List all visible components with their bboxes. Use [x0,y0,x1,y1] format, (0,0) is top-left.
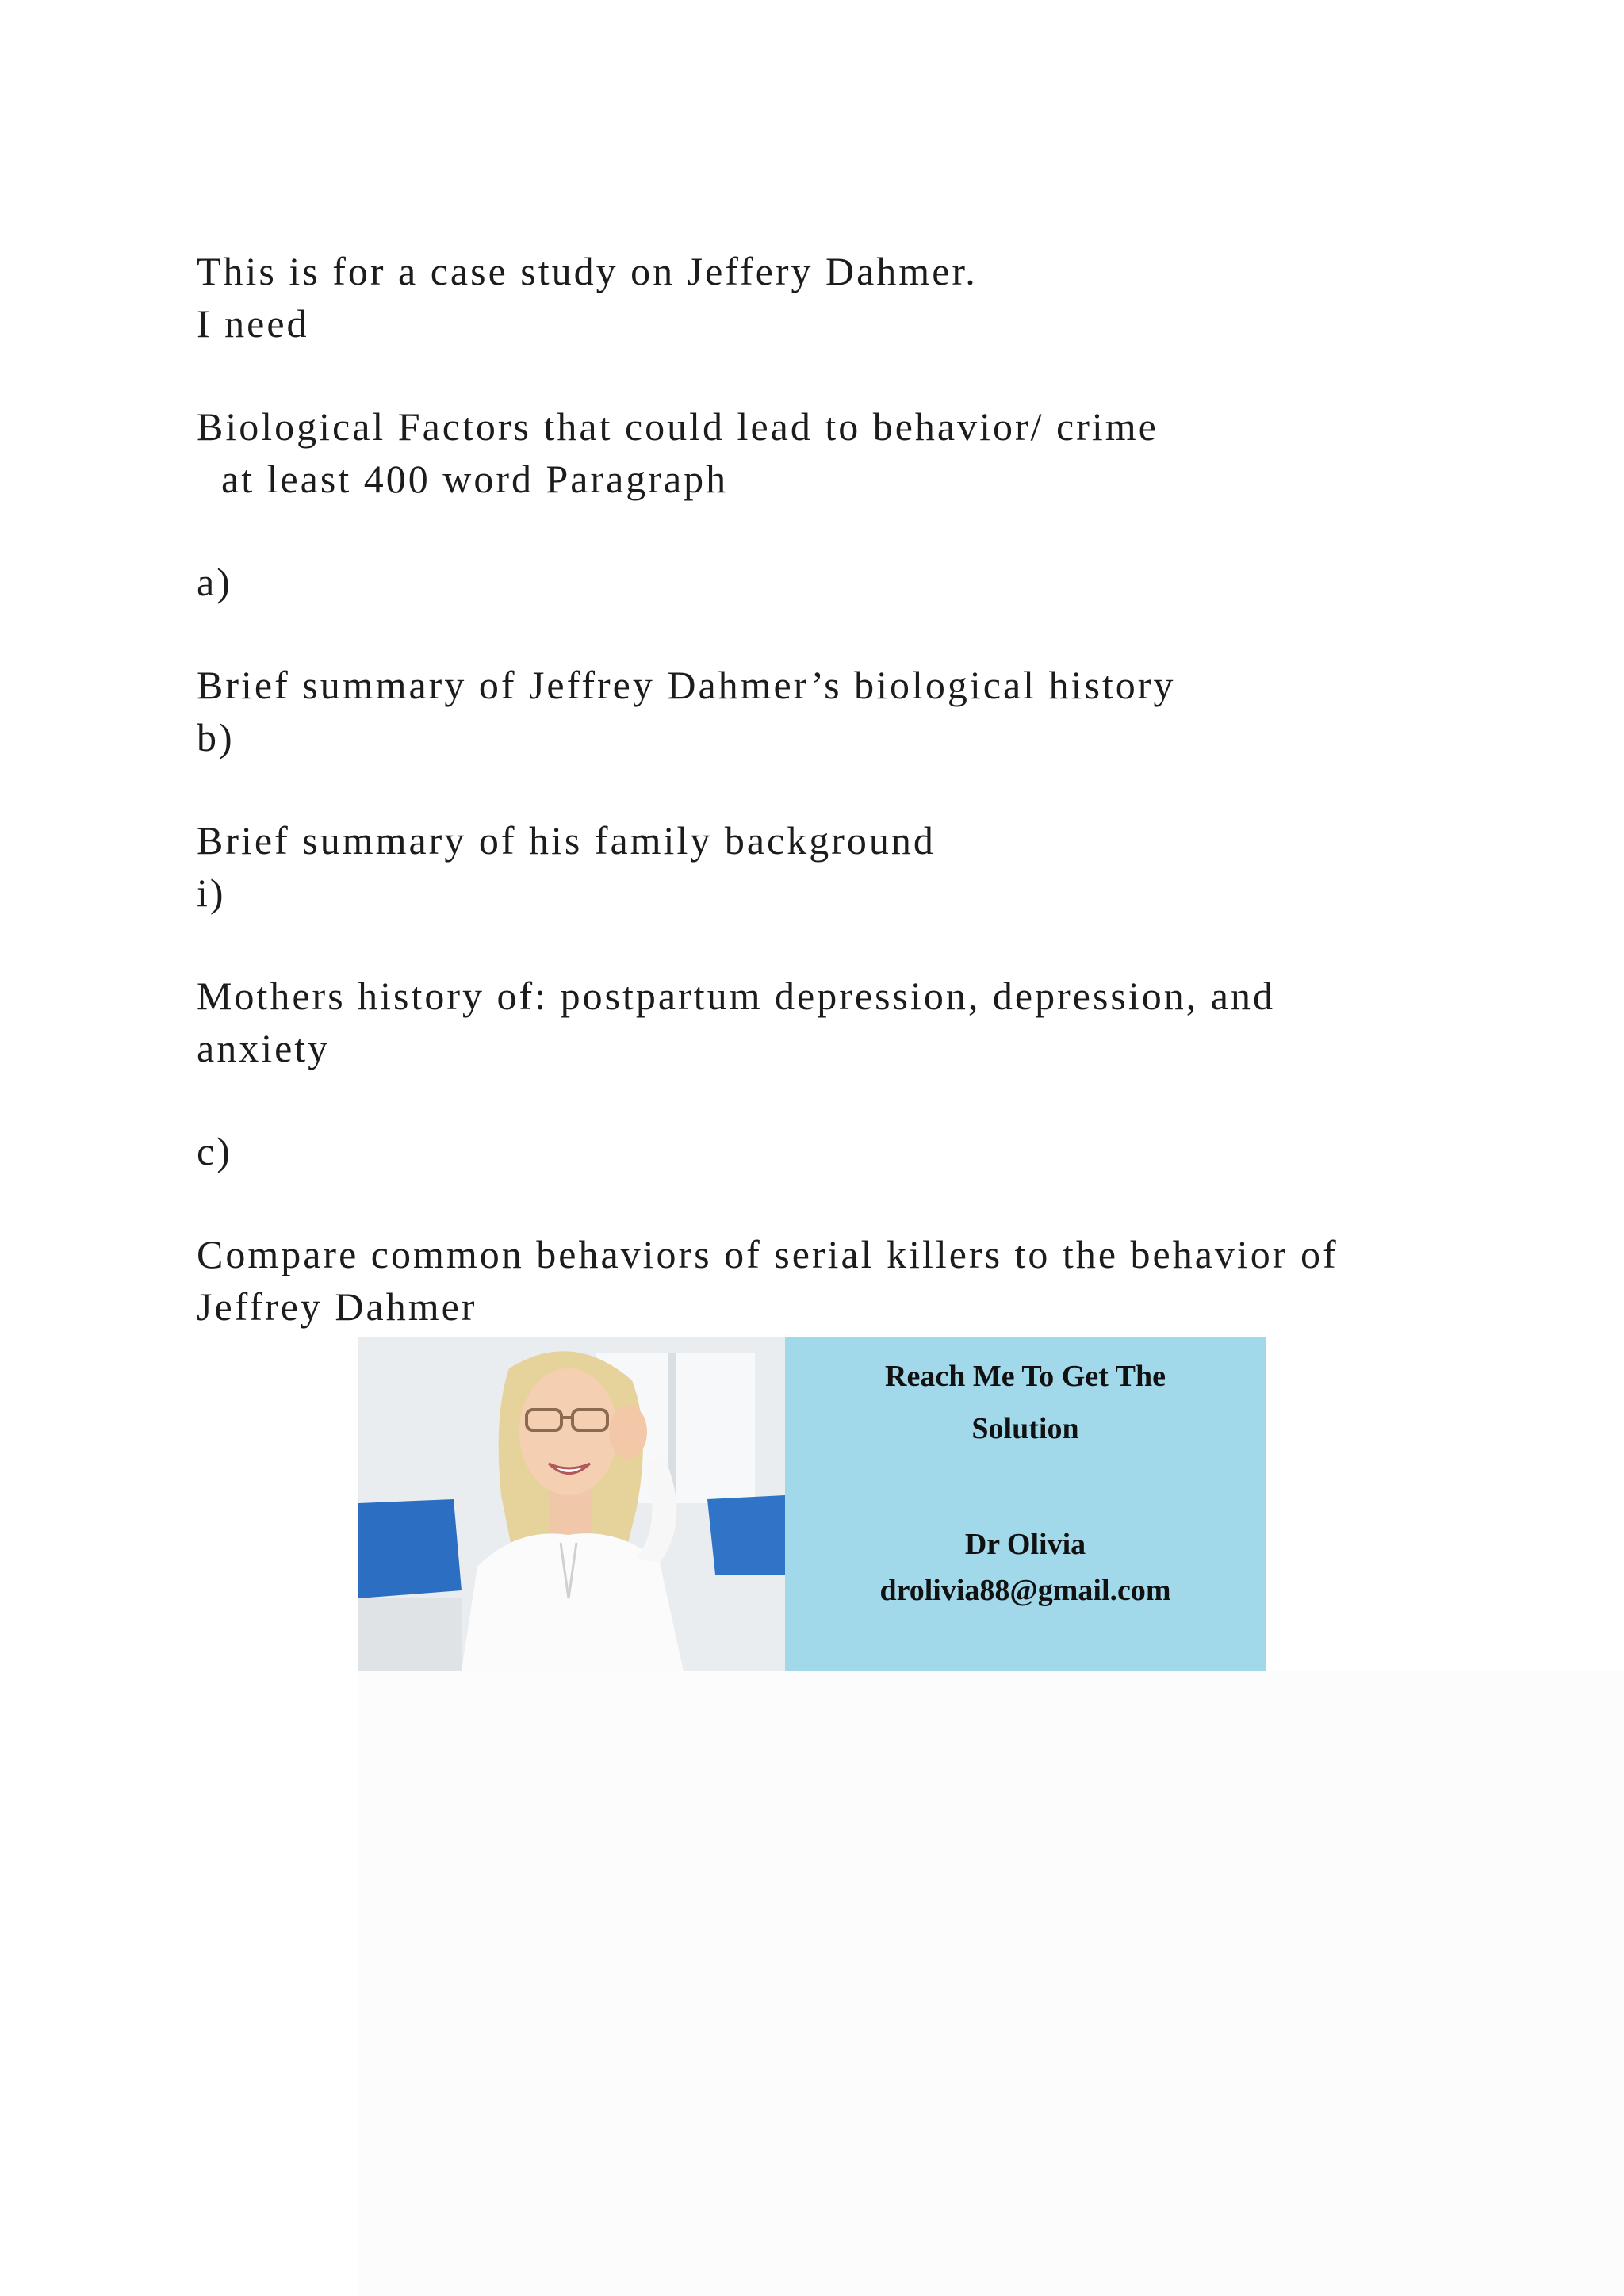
doc-line-c: c) [197,1129,232,1173]
doc-line-intro: This is for a case study on Jeffery Dahmer. [197,249,978,293]
doc-line-compare: Compare common behaviors of serial killers to the behavior of [197,1232,1339,1276]
contact-banner [358,1337,1266,1671]
woman-portrait-illustration [358,1337,785,1671]
doc-line-bio-history: Brief summary of Jeffrey Dahmer’s biological history [197,663,1176,707]
doc-line-b: b) [197,715,235,760]
doc-line-family: Brief summary of his family background [197,818,936,863]
doc-line-need: I need [197,301,309,346]
woman-photo [358,1337,785,1671]
doc-line-word-count: at least 400 word Paragraph [197,457,729,501]
banner-heading-line1: Reach Me To Get The [885,1360,1166,1393]
faint-background-panel [358,1671,1624,2296]
banner-name: Dr Olivia [964,1528,1086,1561]
doc-line-i: i) [197,871,226,915]
doc-line-bio-factors: Biological Factors that could lead to behavior/ crime [197,404,1159,449]
contact-info-panel [785,1337,1266,1671]
doc-line-anxiety: anxiety [197,1026,331,1070]
doc-line-a: a) [197,560,232,604]
doc-line-dahmer: Jeffrey Dahmer [197,1284,477,1329]
banner-email[interactable]: drolivia88@gmail.com [879,1574,1171,1607]
doc-line-mother-history: Mothers history of: postpartum depression, depression, and [197,974,1275,1018]
banner-heading-line2: Solution [971,1412,1079,1445]
